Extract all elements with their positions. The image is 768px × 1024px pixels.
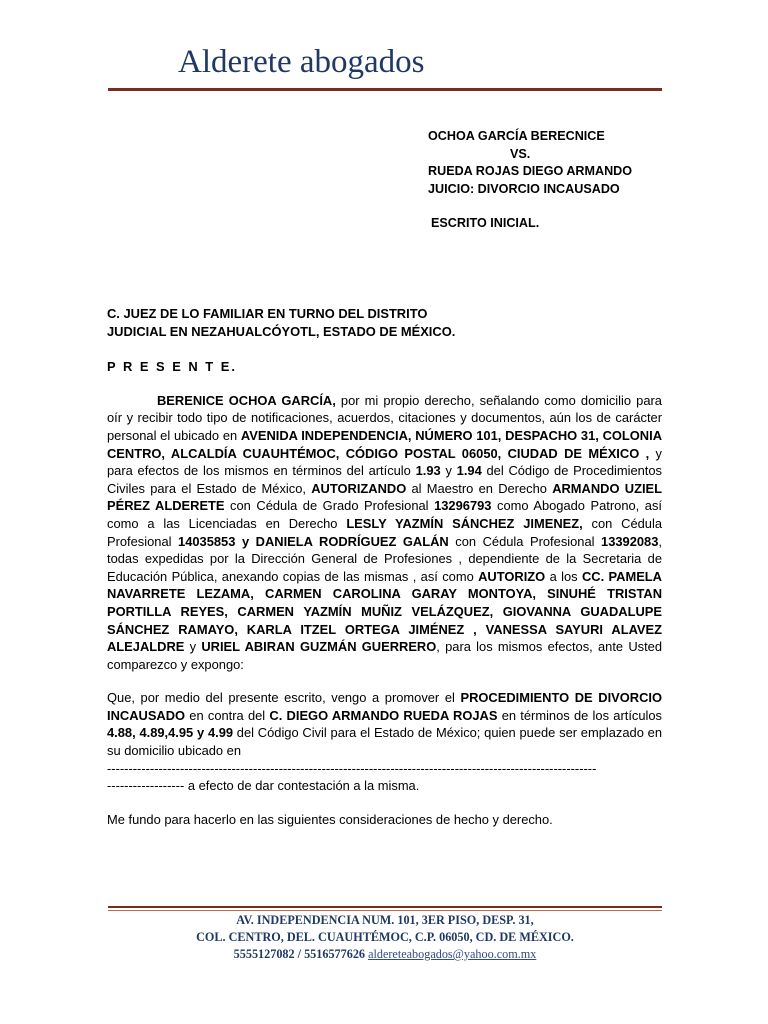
text-bold: AVENIDA INDEPENDENCIA, NÚMERO 101, DESPACHO 31, COLONIA CENTRO, ALCALDÍA CUAUHTÉMOC, CÓDIGO POSTAL 06050, CIUDAD DE MÉXICO , (107, 427, 662, 461)
letterhead-title: Alderete abogados (178, 44, 425, 80)
text-bold: 4.88, 4.89,4.95 y 4.99 (107, 725, 234, 741)
document-body (107, 305, 662, 828)
text-bold: 1.93 (415, 463, 441, 479)
text-bold: BERENICE OCHOA GARCÍA, (157, 392, 336, 408)
text: y (184, 639, 202, 655)
text-bold: AUTORIZANDO (311, 480, 407, 496)
text: en contra del (185, 707, 270, 723)
blank-address-line: ------------------------------------------------------------------------------------------------------------------ (107, 760, 597, 776)
footer-address-line2: COL. CENTRO, DEL. CUAUHTÉMOC, C.P. 06050, CD. DE MÉXICO. (196, 930, 574, 944)
text-bold: 13392083 (601, 533, 659, 549)
footer-contact (108, 946, 662, 963)
text: con Cédula Profesional (448, 533, 602, 549)
text: del Código Civil para el Estado de México; quien puede ser emplazado en su domicilio ubicado en (107, 725, 662, 759)
party-defendant: RUEDA ROJAS DIEGO ARMANDO (428, 164, 633, 178)
addressee (107, 305, 662, 340)
letterhead-footer (108, 912, 662, 963)
text: en términos de los artículos (497, 707, 662, 723)
document-type: ESCRITO INICIAL. (431, 216, 540, 230)
text: Que, por medio del presente escrito, vengo a promover el (107, 690, 461, 706)
footer-divider (108, 906, 662, 908)
text-bold: 13296793 (434, 498, 492, 514)
blank-address-line-end: ------------------ (107, 778, 185, 794)
text: por mi propio derecho, señalando como domicilio para oír y recibir todo tipo de notificaciones, acuerdos, citaciones y documentos, aún los de carácter personal el ubicado en (107, 392, 662, 443)
presente-heading: P R E S E N T E. (107, 359, 237, 375)
paragraph-petition (107, 689, 662, 795)
text: y (440, 463, 457, 479)
addressee-line1: C. JUEZ DE LO FAMILIAR EN TURNO DEL DISTRITO (107, 306, 428, 321)
text-bold: 1.94 (456, 463, 482, 479)
text-bold: 14035853 y DANIELA RODRÍGUEZ GALÁN (178, 533, 449, 549)
addressee-line2: JUDICIAL EN NEZAHUALCÓYOTL, ESTADO DE MÉXICO. (107, 323, 456, 339)
text-bold: URIEL ABIRAN GUZMÁN GUERRERO (201, 639, 437, 655)
footer-divider-thin (108, 910, 662, 911)
text: a efecto de dar contestación a la misma. (184, 778, 420, 794)
text-bold: ARMANDO UZIEL PÉREZ ALDERETE (107, 480, 662, 514)
text-bold: PROCEDIMIENTO DE DIVORCIO INCAUSADO (107, 690, 662, 723)
footer-phones: 5555127082 / 5516577626 (233, 947, 366, 961)
paragraph-comparecencia (107, 392, 662, 674)
text: con Cédula de Grado Profesional (224, 498, 435, 514)
text: del Código de Procedimientos Civiles para el Estado de México, (107, 463, 662, 496)
text-bold: CC. PAMELA NAVARRETE LEZAMA, CARMEN CAROLINA GARAY MONTOYA, SINUHÉ TRISTAN PORTILLA REYES, CARMEN YAZMÍN MUÑIZ VELÁZQUEZ, GIOVANNA GUADALUPE SÁNCHEZ RAMAYO, KARLA ITZEL ORTEGA JIMÉNEZ , VANESSA SAYURI ALAVEZ ALEJALDRE (107, 568, 662, 655)
footer-address-line1: AV. INDEPENDENCIA NUM. 101, 3ER PISO, DESP. 31, (236, 913, 534, 927)
versus-label: VS. (510, 146, 531, 161)
text-bold: LESLY YAZMÍN SÁNCHEZ JIMENEZ, (346, 515, 583, 531)
text: y para efectos de los mismos en términos del artículo (107, 445, 662, 479)
party-plaintiff: OCHOA GARCÍA BERECNICE (428, 129, 605, 143)
case-caption (428, 128, 632, 233)
text: , para los mismos efectos, ante Usted comparezco y expongo: (107, 639, 663, 672)
header-divider (108, 88, 662, 91)
text-bold: C. DIEGO ARMANDO RUEDA ROJAS (269, 707, 498, 723)
text: con Cédula Profesional (107, 515, 662, 549)
text: a los (545, 568, 582, 584)
trial-type: JUICIO: DIVORCIO INCAUSADO (428, 181, 620, 196)
text: , todas expedidas por la Dirección General de Profesiones , dependiente de la Secretaria de Educación Pública, anexando copias de las mismas , así como (107, 533, 662, 584)
text: como Abogado Patrono, así como a las Licenciadas en Derecho (107, 498, 662, 531)
footer-email-link[interactable]: aldereteabogados@yahoo.com.mx (368, 947, 537, 961)
paragraph-fundamento: Me fundo para hacerlo en las siguientes consideraciones de hecho y derecho. (107, 811, 553, 827)
text-bold: AUTORIZO (478, 568, 546, 584)
text: al Maestro en Derecho (406, 480, 553, 496)
